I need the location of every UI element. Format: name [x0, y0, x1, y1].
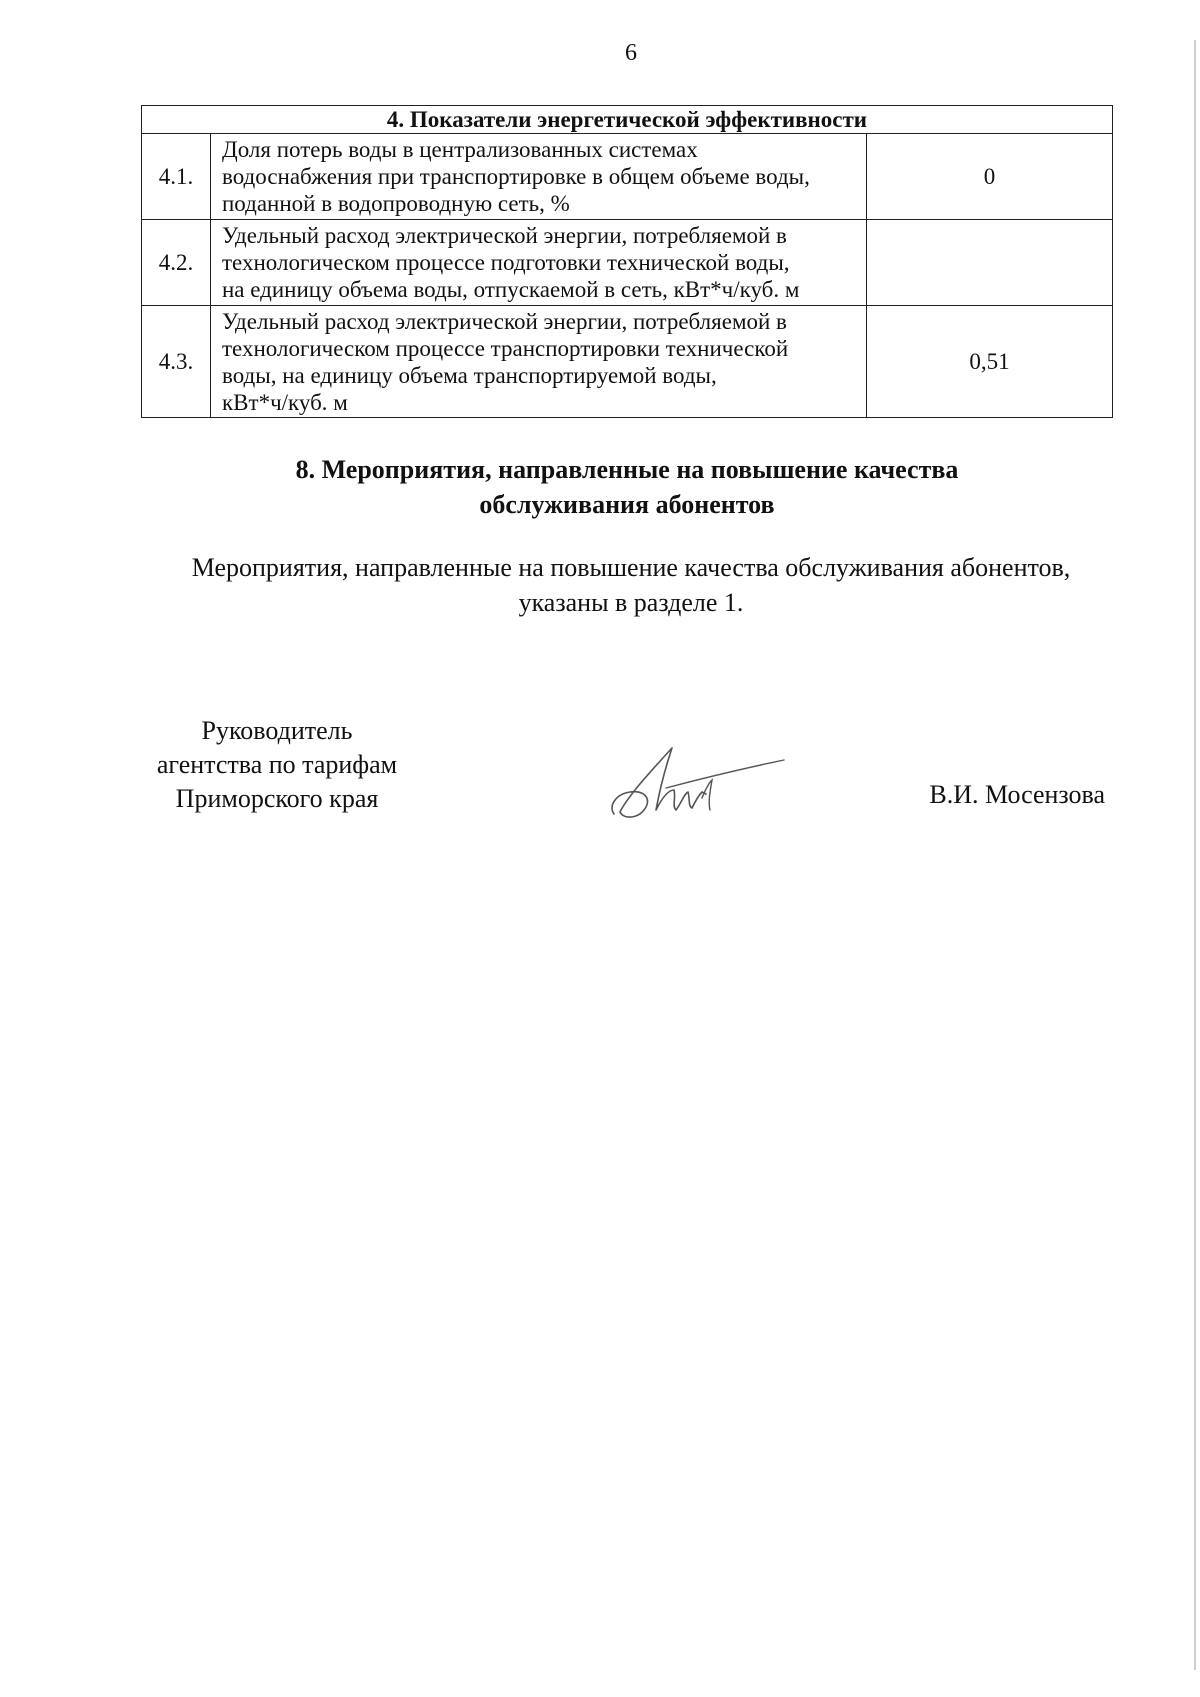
row-description: [211, 134, 867, 220]
row-value: 0,51: [867, 306, 1113, 418]
section-body-line: Мероприятия, направленные на повышение качества обслуживания абонентов,: [191, 553, 1071, 582]
table-row: [142, 306, 1113, 418]
position-line: Приморского края: [175, 784, 379, 813]
section-body-line: указаны в разделе 1.: [518, 588, 744, 617]
section-body: [141, 550, 1121, 620]
description-line: технологическом процессе транспортировки технической: [222, 335, 789, 361]
signatory-position: [141, 714, 413, 816]
description-line: на единицу объема воды, отпускаемой в сеть, кВт*ч/куб. м: [222, 277, 800, 302]
description-line: поданной в водопроводную сеть, %: [222, 191, 570, 216]
description-line: технологическом процессе подготовки технической воды,: [222, 250, 790, 275]
table-header: 4. Показатели энергетической эффективности: [142, 106, 1113, 134]
description-line: Удельный расход электрической энергии, потребляемой в: [222, 308, 787, 334]
row-number: 4.3.: [142, 306, 211, 418]
position-line: Руководитель: [201, 716, 353, 745]
description-line: кВт*ч/куб. м: [222, 389, 348, 415]
section-heading: [141, 452, 1113, 522]
table-row: [142, 220, 1113, 306]
description-line: воды, на единицу объема транспортируемой воды,: [222, 362, 717, 388]
signer-name: В.И. Мосензова: [929, 780, 1105, 809]
energy-efficiency-table: [141, 105, 1113, 418]
row-description: [211, 220, 867, 306]
row-number: 4.2.: [142, 220, 211, 306]
table-row: [142, 134, 1113, 220]
row-description: [211, 306, 867, 418]
description-line: Удельный расход электрической энергии, потребляемой в: [222, 223, 787, 248]
scan-edge-divider: [1194, 40, 1196, 1670]
position-line: агентства по тарифам: [156, 750, 398, 779]
description-line: водоснабжения при транспортировке в общем объеме воды,: [222, 164, 810, 189]
row-value: [867, 220, 1113, 306]
section-heading-line: обслуживания абонентов: [479, 490, 775, 519]
section-heading-line: 8. Мероприятия, направленные на повышение качества: [295, 455, 959, 484]
row-value: 0: [867, 134, 1113, 220]
row-number: 4.1.: [142, 134, 211, 220]
page-number: 6: [625, 40, 637, 66]
handwritten-signature-icon: [606, 736, 786, 826]
description-line: Доля потерь воды в централизованных системах: [222, 137, 698, 162]
